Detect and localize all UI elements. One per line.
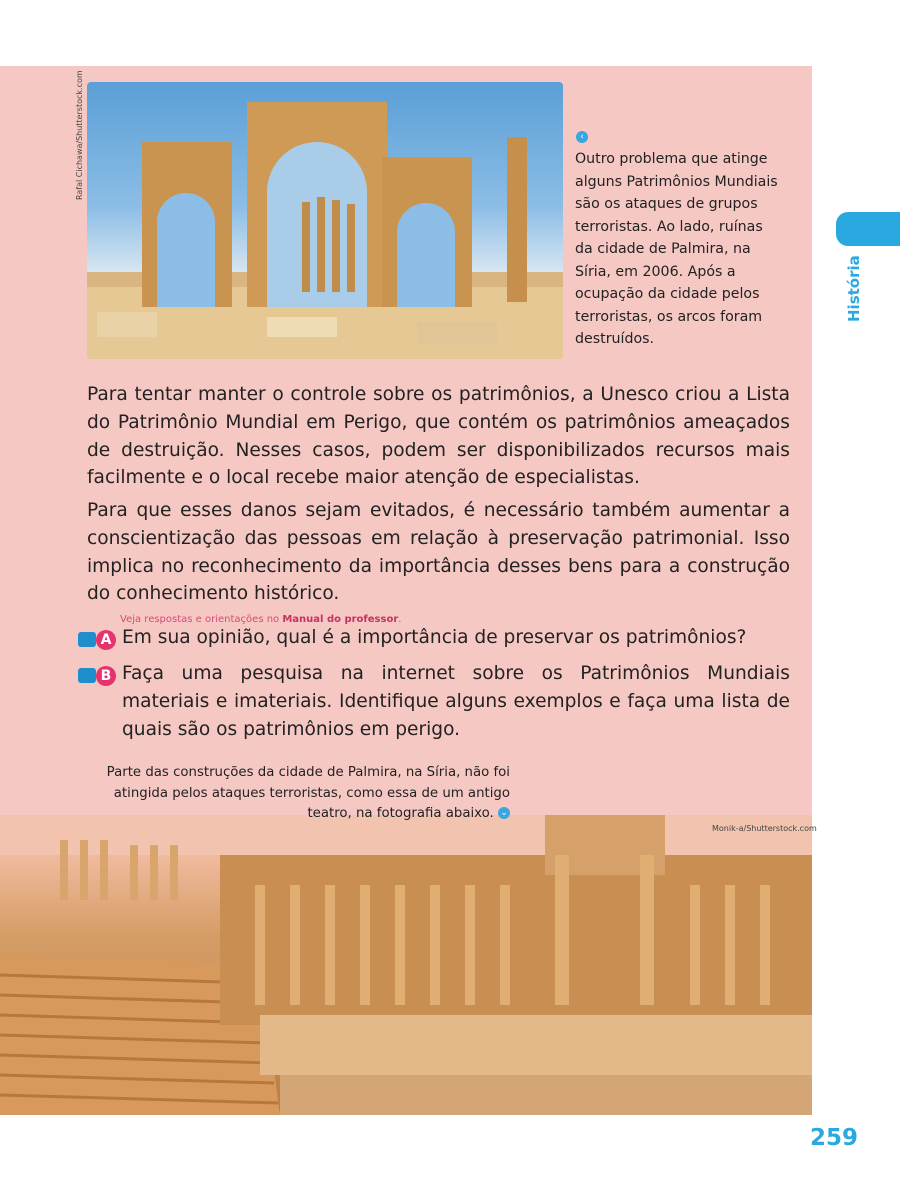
question-b-marker (78, 664, 116, 688)
photo-caption-bottom-text: Parte das construções da cidade de Palmira, na Síria, não foi atingida pelos ataques terroristas, como essa de um antigo teatro, na fotografia abaixo. (106, 765, 510, 821)
photo-credit-bottom: Monik-a/Shutterstock.com (712, 824, 817, 833)
page-number: 259 (810, 1125, 859, 1151)
photo-caption-top: Outro problema que atinge alguns Patrimônios Mundiais são os ataques de grupos terroristas. Ao lado, ruínas da cidade de Palmira, na Síria, em 2006. Após a ocupação da cidade pelos terroristas, os arcos foram destruídos. (575, 151, 778, 347)
theatre-illustration (0, 815, 812, 1115)
photo-caption-bottom (95, 763, 510, 825)
arch-illustration (87, 82, 563, 359)
question-a-text: Em sua opinião, qual é a importância de preservar os patrimônios? (122, 627, 747, 648)
question-a-label: A (96, 630, 116, 650)
teacher-note-suffix: . (398, 614, 402, 625)
question-b-label: B (96, 666, 116, 686)
chapter-tab-label: História (845, 255, 863, 322)
arrow-left-icon: ‹ (576, 131, 588, 143)
palmyra-theatre-photo (0, 815, 812, 1115)
palmyra-arch-photo (87, 82, 563, 359)
question-a-marker (78, 628, 116, 652)
teacher-manual-label: Manual do professor (282, 614, 399, 625)
speech-bubble-icon (78, 632, 96, 647)
photo-credit-top: Rafal Cichawa/Shutterstock.com (75, 70, 84, 200)
paragraph-1: Para tentar manter o controle sobre os patrimônios, a Unesco criou a Lista do Patrimônio Mundial em Perigo, que contém os patrimônios ameaçados de destruição. Nesses casos, podem ser disponibilizados recursos mais facilmente e o local recebe maior atenção de especialistas. (87, 384, 790, 489)
teacher-note-prefix: Veja respostas e orientações no (120, 614, 283, 625)
chapter-tab (836, 212, 900, 246)
question-b-text: Faça uma pesquisa na internet sobre os Patrimônios Mundiais materiais e imateriais. Identifique alguns exemplos e faça uma lista de quais são os patrimônios em perigo. (122, 663, 790, 740)
paragraph-2: Para que esses danos sejam evitados, é necessário também aumentar a conscientização das pessoas em relação à preservação patrimonial. Isso implica no reconhecimento da importância desses bens para a construção do conhecimento histórico. (87, 500, 790, 605)
book-icon (78, 668, 96, 683)
arrow-down-icon: ⌄ (498, 807, 510, 819)
